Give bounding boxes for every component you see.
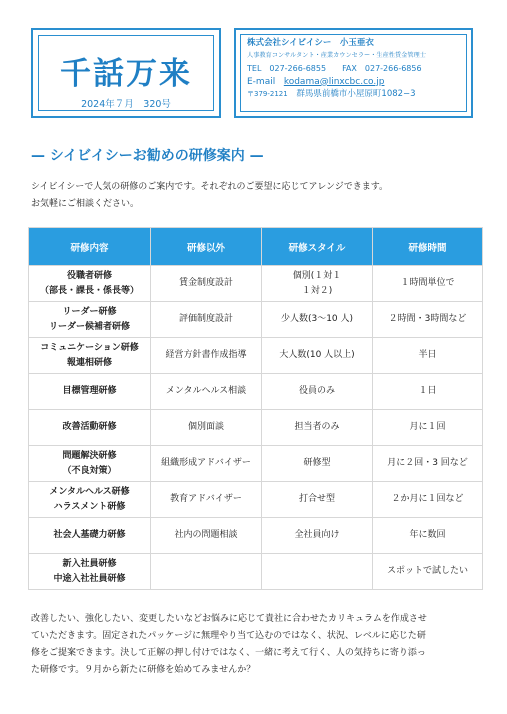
style-cell-line: 個別(１対１ xyxy=(292,270,342,281)
table-header-row xyxy=(29,228,483,266)
newsletter-title-box xyxy=(31,28,221,118)
company-name: 株式会社シイビイシー 小玉亜衣 xyxy=(247,38,374,48)
issue-number: 2024年７月 320号 xyxy=(81,99,171,110)
time-cell: ２か月に１回など xyxy=(373,482,483,518)
time-cell: 月に１回 xyxy=(373,410,483,446)
other-service-cell: 賃金制度設計 xyxy=(151,266,262,302)
table-row xyxy=(29,482,483,518)
course-cell xyxy=(29,554,151,590)
style-cell-line: 担当者のみ xyxy=(294,422,340,432)
column-header-time: 研修時間 xyxy=(373,228,483,266)
course-cell xyxy=(29,482,151,518)
style-cell xyxy=(262,518,373,554)
style-cell xyxy=(262,374,373,410)
course-cell-line: 新入社員研修 xyxy=(62,558,117,569)
intro-text xyxy=(31,179,481,213)
company-info-box xyxy=(234,28,473,118)
course-cell xyxy=(29,338,151,374)
intro-line: シイビイシーで人気の研修のご案内です。それぞれのご要望に応じてアレンジできます。 xyxy=(31,182,389,192)
style-cell-line: 少人数(3〜10 人) xyxy=(280,314,354,324)
course-cell xyxy=(29,266,151,302)
other-service-cell: メンタルヘルス相談 xyxy=(151,374,262,410)
time-cell: １日 xyxy=(373,374,483,410)
style-cell xyxy=(262,338,373,374)
course-cell-line: 役職者研修 xyxy=(66,270,112,281)
table-row xyxy=(29,554,483,590)
style-cell xyxy=(262,482,373,518)
company-info-inner xyxy=(240,34,467,112)
course-cell-line: （不良対策） xyxy=(62,465,117,476)
course-cell xyxy=(29,410,151,446)
other-service-cell: 個別面談 xyxy=(151,410,262,446)
table-row xyxy=(29,266,483,302)
course-cell-line: 問題解決研修 xyxy=(62,450,117,461)
style-cell xyxy=(262,446,373,482)
email-link[interactable]: kodama@linxcbc.co.jp xyxy=(283,76,385,87)
style-cell-line: 大人数(10 人以上) xyxy=(279,350,355,360)
table-row xyxy=(29,446,483,482)
course-cell-line: 中途入社社員研修 xyxy=(53,573,126,584)
course-cell-line: リーダー研修 xyxy=(62,306,117,317)
address: 群馬県前橋市小屋原町1082−3 xyxy=(296,88,416,99)
time-cell: スポットで試したい xyxy=(373,554,483,590)
closing-line: た研修です。９月から新たに研修を始めてみませんか？ xyxy=(31,665,256,675)
closing-text xyxy=(31,611,481,679)
company-email-row xyxy=(247,76,460,88)
time-cell: 年に数回 xyxy=(373,518,483,554)
table-row xyxy=(29,338,483,374)
company-address-row xyxy=(247,89,460,100)
course-cell-line: 目標管理研修 xyxy=(62,386,117,396)
style-cell xyxy=(262,554,373,590)
course-cell-line: 社会人基礎力研修 xyxy=(53,530,126,540)
course-cell-line: ハラスメント研修 xyxy=(53,501,126,512)
course-cell-line: （部長・課長・係長等） xyxy=(39,285,139,296)
course-cell xyxy=(29,374,151,410)
time-cell: 半日 xyxy=(373,338,483,374)
style-cell-line: 打合せ型 xyxy=(298,494,335,504)
training-table xyxy=(28,227,483,590)
course-cell-line: メンタルヘルス研修 xyxy=(49,486,130,497)
company-roles: 人事教育コンサルタント・産業カウンセラー・生産性賃金管理士 xyxy=(247,52,426,60)
other-service-cell: 教育アドバイザー xyxy=(151,482,262,518)
email-label: E-mail xyxy=(247,76,276,87)
section-heading: — シイビイシーお勧めの研修案内 — xyxy=(31,148,264,164)
style-cell xyxy=(262,302,373,338)
style-cell-line: 役員のみ xyxy=(298,386,335,396)
column-header-style: 研修スタイル xyxy=(262,228,373,266)
other-service-cell: 評価制度設計 xyxy=(151,302,262,338)
table-row xyxy=(29,302,483,338)
style-cell-line: 全社員向け xyxy=(294,530,340,540)
time-cell: １時間単位で xyxy=(373,266,483,302)
column-header-other: 研修以外 xyxy=(151,228,262,266)
title-inner-frame xyxy=(38,35,214,111)
course-cell xyxy=(29,446,151,482)
other-service-cell: 社内の問題相談 xyxy=(151,518,262,554)
company-phone-fax: TEL 027-266-6855 FAX 027-266-6856 xyxy=(247,63,422,73)
table-row xyxy=(29,410,483,446)
course-cell xyxy=(29,302,151,338)
course-cell-line: 報連相研修 xyxy=(66,357,112,368)
newsletter-title: 千話万来 xyxy=(60,56,192,92)
other-service-cell xyxy=(151,554,262,590)
column-header-course: 研修内容 xyxy=(29,228,151,266)
style-cell xyxy=(262,410,373,446)
style-cell-line: １対２) xyxy=(301,285,333,296)
other-service-cell: 組織形成アドバイザー xyxy=(151,446,262,482)
table-row xyxy=(29,518,483,554)
time-cell: 月に２回・3 回など xyxy=(373,446,483,482)
time-cell: ２時間・3時間など xyxy=(373,302,483,338)
style-cell-line: 研修型 xyxy=(303,458,331,468)
course-cell-line: リーダー候補者研修 xyxy=(48,321,130,332)
table-row xyxy=(29,374,483,410)
course-cell xyxy=(29,518,151,554)
course-cell-line: コミュニケーション研修 xyxy=(40,342,139,353)
other-service-cell: 経営方針書作成指導 xyxy=(151,338,262,374)
closing-line: 改善したい、強化したい、変更したいなどお悩みに応じて貴社に合わせたカリキュラムを作成させ xyxy=(31,614,427,624)
style-cell xyxy=(262,266,373,302)
closing-line: 修をご提案できます。決して正解の押し付けではなく、一緒に考えて行く、人の気持ちに寄り添っ xyxy=(31,648,426,658)
postal-code: 〒379-2121 xyxy=(247,89,288,98)
closing-line: ていただきます。固定されたパッケージに無理やり当て込むのではなく、状況、レベルに応じた研 xyxy=(31,631,426,641)
course-cell-line: 改善活動研修 xyxy=(62,422,117,432)
intro-line: お気軽にご相談ください。 xyxy=(31,199,140,209)
